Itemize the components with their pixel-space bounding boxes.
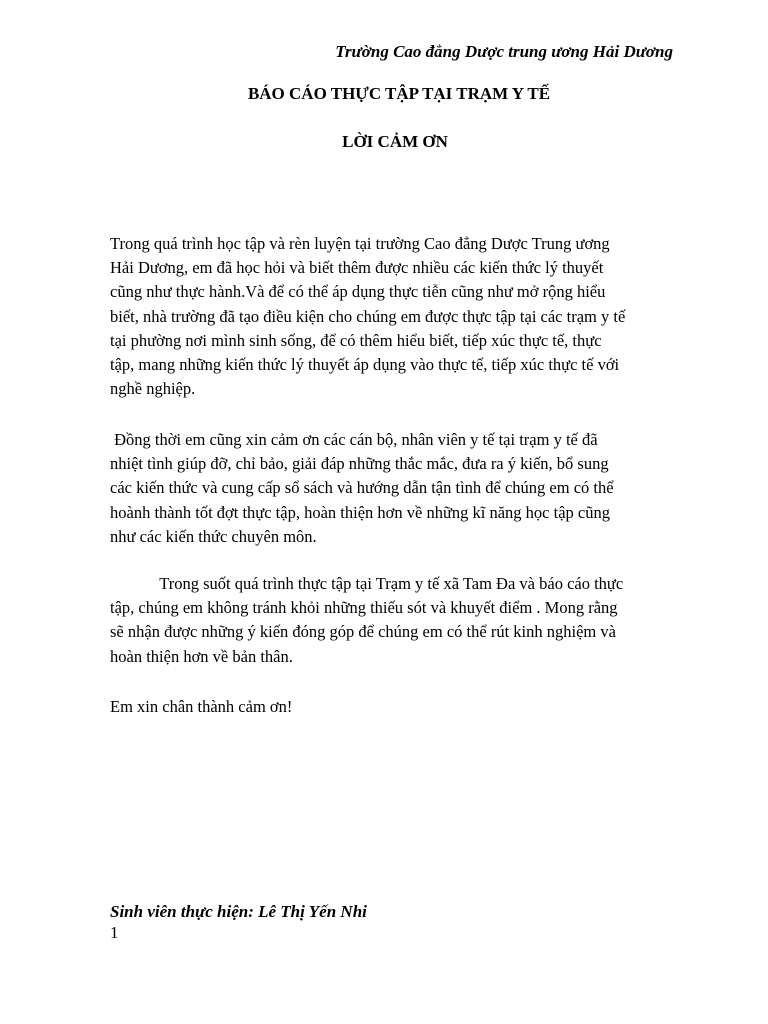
paragraph-line: như các kiến thức chuyên môn. bbox=[110, 526, 317, 546]
report-title: BÁO CÁO THỰC TẬP TẠI TRẠM Y TẾ bbox=[247, 84, 551, 103]
paragraph-line: Trong quá trình học tập và rèn luyện tại trường Cao đẳng Dược Trung ương bbox=[110, 234, 610, 253]
paragraph-line: biết, nhà trường đã tạo điều kiện cho chúng em được thực tập tại các trạm y tế bbox=[110, 306, 626, 326]
paragraph-3 bbox=[110, 572, 685, 669]
paragraph-line: tập, mang những kiến thức lý thuyết áp dụng vào thực tế, tiếp xúc thực tế với bbox=[110, 355, 620, 375]
paragraph-line: hoàn thiện hơn về bản thân. bbox=[110, 646, 293, 666]
paragraph-2 bbox=[110, 428, 685, 549]
paragraph-4 bbox=[110, 695, 685, 719]
paragraph-line: Hải Dương, em đã học hỏi và biết thêm được nhiều các kiến thức lý thuyết bbox=[110, 258, 604, 278]
acknowledgement-title: LỜI CẢM ƠN bbox=[342, 132, 448, 151]
paragraph-line: các kiến thức và cung cấp sổ sách và hướng dẫn tận tình để chúng em có thể bbox=[110, 478, 614, 498]
student-signature: Sinh viên thực hiện: Lê Thị Yến Nhi bbox=[110, 902, 367, 921]
paragraph-line: tại phường nơi mình sinh sống, để có thêm hiểu biết, tiếp xúc thực tế, thực bbox=[110, 330, 602, 350]
paragraph-line: nhiệt tình giúp đỡ, chỉ bảo, giải đáp những thắc mắc, đưa ra ý kiến, bổ sung bbox=[110, 454, 609, 474]
paragraph-line: Trong suốt quá trình thực tập tại Trạm y tế xã Tam Đa và báo cáo thực bbox=[110, 574, 624, 593]
paragraph-1 bbox=[110, 232, 685, 401]
paragraph-line: tập, chúng em không tránh khỏi những thiếu sót và khuyết điểm . Mong rằng bbox=[110, 598, 618, 618]
paragraph-line: Em xin chân thành cảm ơn! bbox=[110, 697, 293, 716]
paragraph-line: Đồng thời em cũng xin cảm ơn các cán bộ, nhân viên y tế tại trạm y tế đã bbox=[110, 430, 598, 449]
paragraph-line: hoành thành tốt đợt thực tập, hoàn thiện hơn về những kĩ năng học tập cũng bbox=[110, 502, 610, 522]
paragraph-line: cũng như thực hành.Và để có thể áp dụng thực tiễn cũng như mở rộng hiểu bbox=[110, 282, 606, 302]
paragraph-line: sẽ nhận được những ý kiến đóng góp để chúng em có thể rút kinh nghiệm và bbox=[110, 622, 616, 642]
paragraph-line: nghề nghiệp. bbox=[110, 379, 196, 399]
school-header: Trường Cao đẳng Dược trung ương Hải Dương bbox=[335, 42, 673, 61]
page-number: 1 bbox=[110, 923, 119, 942]
